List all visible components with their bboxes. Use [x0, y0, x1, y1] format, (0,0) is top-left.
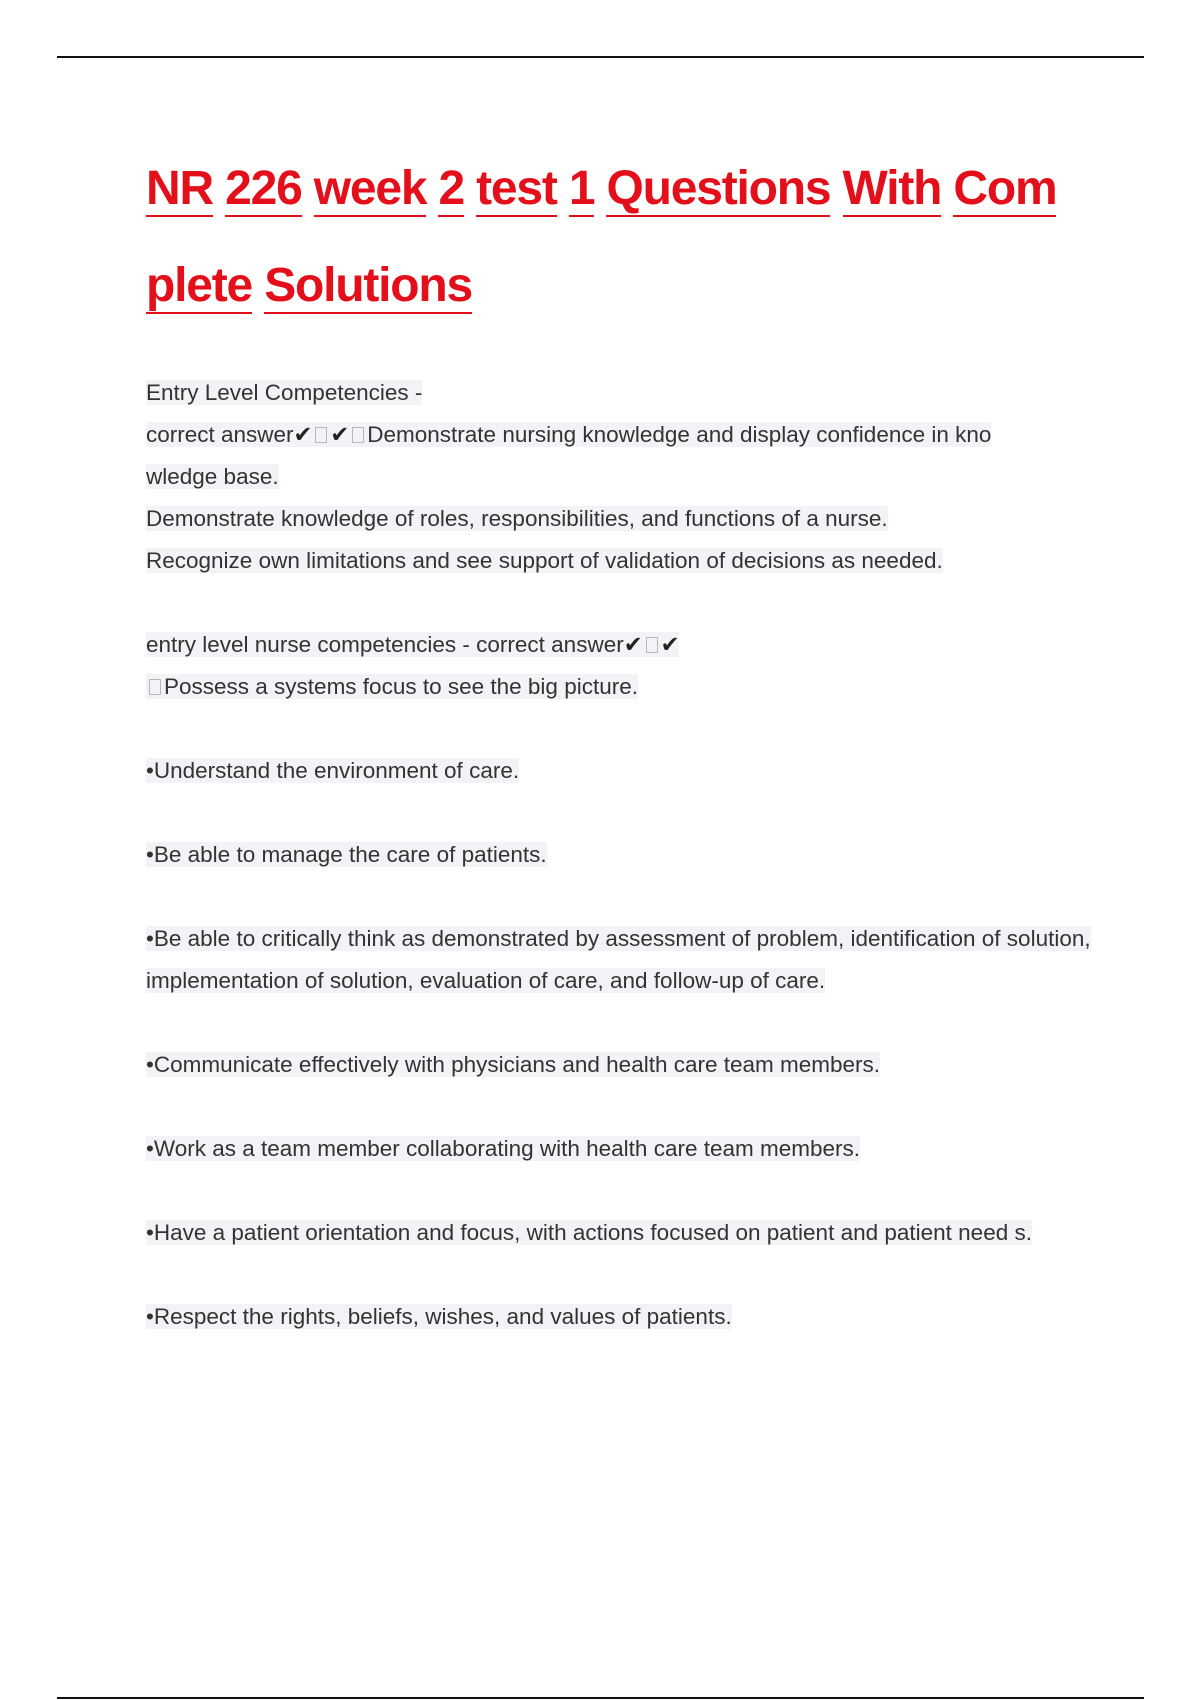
spacer	[146, 1170, 1096, 1212]
check-icon: ✔	[293, 422, 313, 447]
spacer	[146, 876, 1096, 918]
check-icon: ✔	[660, 632, 680, 657]
missing-glyph-icon	[149, 679, 161, 695]
title-line-1	[146, 140, 1086, 237]
spacer	[146, 792, 1096, 834]
question-1-line: Recognize own limitations and see support of validation of decisions as needed.	[146, 548, 943, 573]
bullet-item: •Be able to critically think as demonstrated by assessment of problem, identification of solution, implementation of solution, evaluation of care, and follow-up of care.	[146, 926, 1091, 993]
heading-text: entry level nurse competencies - correct answer	[146, 632, 624, 657]
question-1-line: Demonstrate knowledge of roles, responsibilities, and functions of a nurse.	[146, 506, 888, 531]
document-body	[146, 372, 1096, 1338]
check-icon: ✔	[330, 422, 350, 447]
title-word: Com	[953, 162, 1057, 215]
title-line-2	[146, 237, 1086, 334]
title-word: Questions	[606, 162, 831, 215]
check-icon: ✔	[623, 632, 643, 657]
bullet-item: •Understand the environment of care.	[146, 758, 520, 783]
question-1-answer-cont: wledge base.	[146, 464, 279, 489]
answer-text: Demonstrate nursing knowledge and display confidence in kno	[367, 422, 992, 447]
spacer	[146, 1002, 1096, 1044]
question-2	[146, 624, 1096, 1338]
bullet-item: •Communicate effectively with physicians and health care team members.	[146, 1052, 881, 1077]
title-word: Solutions	[264, 259, 473, 312]
question-2-first-point	[146, 666, 1096, 708]
missing-glyph-icon	[352, 427, 364, 443]
title-word: test	[476, 162, 557, 215]
title-word: 1	[568, 162, 595, 215]
bullet-item: •Work as a team member collaborating with health care team members.	[146, 1136, 861, 1161]
spacer	[146, 1086, 1096, 1128]
missing-glyph-icon	[646, 637, 658, 653]
bullet-item: •Be able to manage the care of patients.	[146, 842, 547, 867]
point-text: Possess a systems focus to see the big picture.	[164, 674, 638, 699]
answer-prefix: correct answer	[146, 422, 294, 447]
spacer	[146, 708, 1096, 750]
bottom-rule	[57, 1697, 1144, 1699]
bullet-item: •Respect the rights, beliefs, wishes, and values of patients.	[146, 1304, 732, 1329]
title-word: NR	[146, 162, 213, 215]
top-rule	[57, 56, 1144, 58]
title-word: 226	[225, 162, 302, 215]
spacer	[146, 1254, 1096, 1296]
question-2-heading	[146, 624, 1096, 666]
title-word: week	[313, 162, 427, 215]
question-1-heading: Entry Level Competencies -	[146, 380, 423, 405]
title-word: 2	[438, 162, 464, 215]
title-word: plete	[146, 259, 253, 312]
title-word: With	[842, 162, 942, 215]
missing-glyph-icon	[315, 427, 327, 443]
spacer	[146, 582, 1096, 624]
bullet-item: •Have a patient orientation and focus, with actions focused on patient and patient need s.	[146, 1220, 1032, 1245]
document-title	[146, 140, 1086, 334]
question-1-answer	[146, 414, 1096, 456]
question-1	[146, 372, 1096, 582]
